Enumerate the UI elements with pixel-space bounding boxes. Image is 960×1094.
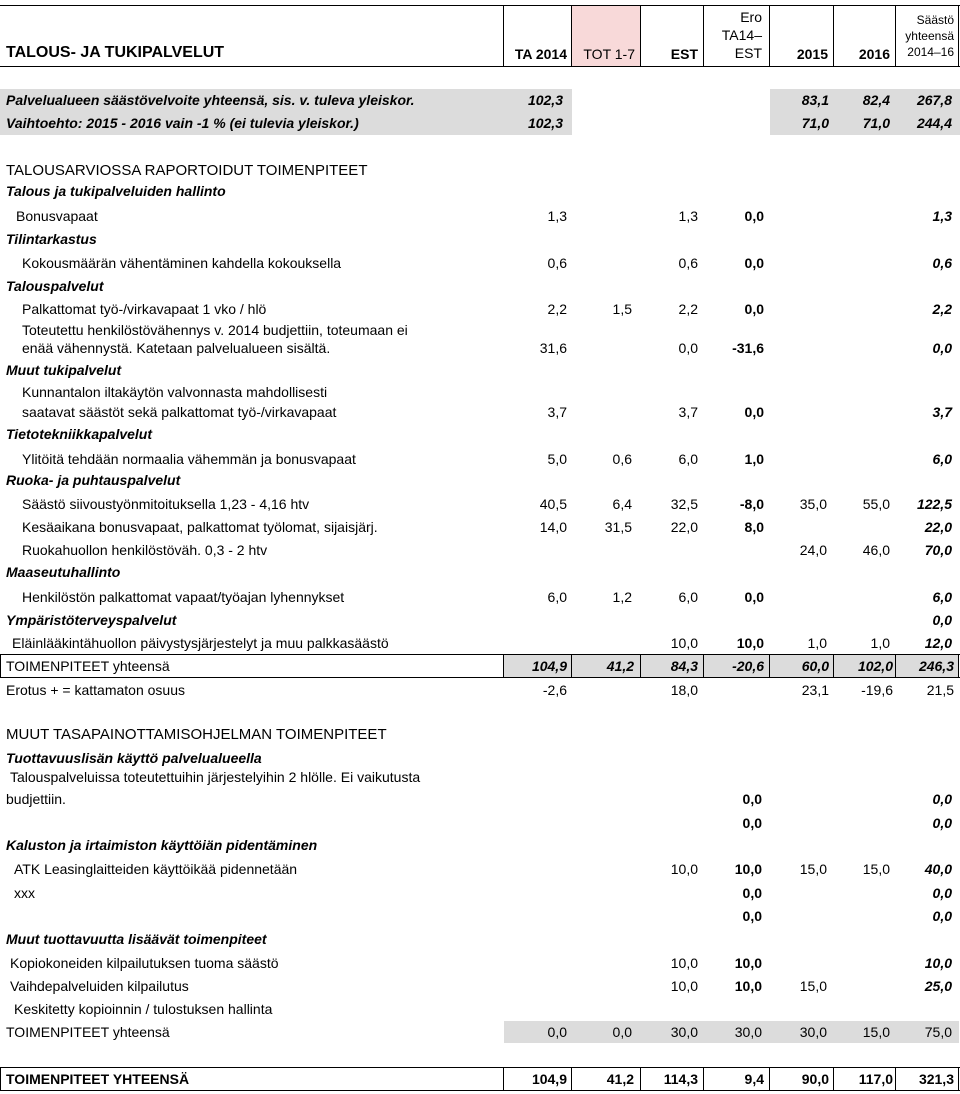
table-row: [0, 882, 960, 905]
cell-ero: 0,0: [744, 589, 764, 605]
row-label: TOIMENPITEET yhteensä: [6, 658, 170, 674]
row-label: Eläinlääkintähuollon päivystysjärjestelyt ja muu palkkasäästö: [12, 635, 389, 651]
table-row: [0, 493, 960, 516]
row-label: Keskitetty kopioinnin / tulostuksen hallinta: [14, 1001, 273, 1017]
row-label: budjettiin.: [6, 791, 66, 807]
cell-ta2014: 2,2: [547, 301, 567, 317]
row-label: Kunnantalon iltakäytön valvonnasta mahdollisesti: [22, 384, 328, 400]
col-header-ero: [704, 8, 762, 62]
row-label: Henkilöstön palkattomat vapaat/työajan lyhennykset: [22, 589, 345, 605]
table-row: [0, 89, 960, 112]
cell-ero: 10,0: [734, 955, 762, 971]
cell-2015: 23,1: [801, 682, 829, 698]
cell-saasto: 0,0: [932, 815, 952, 831]
cell-saasto: 2,2: [932, 301, 952, 317]
cell-ero: 30,0: [734, 1024, 762, 1040]
total-row: [0, 655, 960, 678]
table-row: [0, 298, 960, 321]
cell-ero: 0,0: [742, 791, 762, 807]
col-header-ero-line1: Ero: [740, 9, 762, 25]
cell-saasto: 75,0: [924, 1024, 952, 1040]
cell-2016: 71,0: [862, 115, 890, 131]
cell-ta2014: 102,3: [527, 92, 563, 108]
row-label: Erotus + = kattamaton osuus: [6, 682, 185, 698]
cell-2016: -19,6: [861, 682, 893, 698]
cell-tot: 31,5: [604, 519, 632, 535]
cell-ta2014: 31,6: [539, 340, 567, 356]
cell-est: 6,0: [678, 589, 698, 605]
cell-saasto: 0,0: [932, 340, 952, 356]
cell-saasto: 22,0: [924, 519, 952, 535]
table-row: [0, 812, 960, 835]
cell-est: 10,0: [670, 861, 698, 877]
cell-est: 32,5: [670, 496, 698, 512]
table-row: [0, 252, 960, 275]
cell-ta2014: 0,0: [547, 1024, 567, 1040]
cell-saasto: 25,0: [924, 978, 952, 994]
cell-2015: 60,0: [801, 658, 829, 674]
table-row: [0, 632, 960, 655]
cell-tot: 6,4: [612, 496, 632, 512]
table-row: [0, 998, 960, 1021]
header-bottom-border: [0, 66, 960, 67]
table-row: [0, 679, 960, 702]
row-label: Palvelualueen säästövelvoite yhteensä, sis. v. tuleva yleiskor.: [6, 92, 415, 108]
cell-ta2014: 6,0: [547, 589, 567, 605]
cell-saasto: 1,3: [932, 208, 952, 224]
cell-est: 30,0: [670, 1024, 698, 1040]
table-row: [0, 788, 960, 811]
row-label: Talouspalveluissa toteutettuihin järjestelyihin 2 hlölle. Ei vaikutusta: [10, 769, 421, 785]
cell-tot: 1,2: [612, 589, 632, 605]
group-heading: Kaluston ja irtaimiston käyttöiän pidentäminen: [6, 837, 318, 853]
cell-ta2014: 40,5: [539, 496, 567, 512]
cell-ero: 0,0: [744, 404, 764, 420]
cell-saasto: 267,8: [916, 92, 952, 108]
group-heading: Tilintarkastus: [6, 231, 97, 247]
cell-2015: 90,0: [801, 1071, 829, 1087]
cell-ta2014: 104,9: [531, 658, 567, 674]
row-label: TOIMENPITEET YHTEENSÄ: [6, 1071, 190, 1087]
col-divider: [958, 5, 959, 67]
row-label: Bonusvapaat: [16, 208, 98, 224]
group-heading: Talous ja tukipalveluiden hallinto: [6, 183, 226, 199]
row-label: Kokousmäärän vähentäminen kahdella kokouksella: [22, 255, 342, 271]
col-header-ta2014: TA 2014: [514, 46, 567, 62]
header-top-border: [0, 5, 960, 6]
cell-ta2014: -2,6: [542, 682, 567, 698]
cell-est: 3,7: [678, 404, 698, 420]
cell-2015: 15,0: [799, 861, 827, 877]
row-label: saatavat säästöt sekä palkattomat työ-/virkavapaat: [22, 404, 337, 420]
cell-saasto: 0,0: [932, 791, 952, 807]
col-header-est: EST: [670, 46, 698, 62]
row-label: Säästö siivoustyönmitoituksella 1,23 - 4,16 htv: [22, 496, 310, 512]
cell-ero: 10,0: [736, 635, 764, 651]
cell-2016: 117,0: [858, 1071, 893, 1087]
cell-est: 84,3: [670, 658, 698, 674]
cell-tot: 41,2: [606, 658, 634, 674]
cell-2015: 35,0: [799, 496, 827, 512]
cell-ta2014: 102,3: [527, 115, 563, 131]
col-header-tot: TOT 1-7: [583, 46, 635, 62]
col-header-2015: 2015: [796, 46, 828, 62]
col-header-2016: 2016: [858, 46, 890, 62]
cell-est: 6,0: [678, 451, 698, 467]
cell-saasto: 6,0: [932, 589, 952, 605]
cell-est: 10,0: [670, 978, 698, 994]
table-row: [0, 112, 960, 135]
row-label: Kesäaikana bonusvapaat, palkattomat työlomat, sijaisjärj.: [22, 519, 378, 535]
cell-ero: 0,0: [742, 885, 762, 901]
row-label: Vaihtoehto: 2015 - 2016 vain -1 % (ei tulevia yleiskor.): [6, 115, 359, 131]
table-row: [0, 975, 960, 998]
group-heading: Tietotekniikkapalvelut: [6, 426, 153, 442]
col-header-saasto-line3: 2014–16: [907, 45, 954, 59]
row-label: Ruokahuollon henkilöstöväh. 0,3 - 2 htv: [22, 542, 268, 558]
table-row: [0, 337, 960, 360]
cell-ta2014: 5,0: [547, 451, 567, 467]
cell-est: 1,3: [678, 208, 698, 224]
row-label: xxx: [14, 885, 35, 901]
row-label: Vaihdepalveluiden kilpailutus: [10, 978, 189, 994]
grand-total-row: [0, 1068, 960, 1091]
cell-ero: 10,0: [734, 978, 762, 994]
cell-ta2014: 104,9: [531, 1071, 567, 1087]
table-row: [0, 401, 960, 424]
cell-2016: 82,4: [862, 92, 890, 108]
cell-ta2014: 1,3: [547, 208, 567, 224]
table-row: [0, 516, 960, 539]
cell-ero: 0,0: [742, 908, 762, 924]
group-heading: Maaseutuhallinto: [6, 564, 121, 580]
table-row: [0, 952, 960, 975]
cell-ta2014: 0,6: [547, 255, 567, 271]
cell-ero: 8,0: [744, 519, 764, 535]
cell-2016: 46,0: [862, 542, 890, 558]
group-heading: Ympäristöterveyspalvelut: [6, 612, 177, 628]
row-label: Palkattomat työ-/virkavapaat 1 vko / hlö: [22, 301, 267, 317]
table-row: [0, 586, 960, 609]
cell-ta2014: 14,0: [539, 519, 567, 535]
row-label: ATK Leasinglaitteiden käyttöikää pidennetään: [14, 861, 298, 877]
table-row: [0, 858, 960, 881]
cell-ero: 1,0: [744, 451, 764, 467]
cell-est: 10,0: [670, 635, 698, 651]
section-title: MUUT TASAPAINOTTAMISOHJELMAN TOIMENPITEET: [6, 726, 387, 743]
cell-saasto: 40,0: [924, 861, 952, 877]
cell-tot: 0,6: [612, 451, 632, 467]
cell-ero: -20,6: [732, 658, 764, 674]
cell-tot: 0,0: [612, 1024, 632, 1040]
group-heading: Tuottavuuslisän käyttö palvelualueella: [6, 750, 262, 766]
col-header-saasto-line1: Säästö: [916, 13, 954, 27]
cell-est: 18,0: [670, 682, 698, 698]
cell-est: 0,6: [678, 255, 698, 271]
cell-est: 114,3: [663, 1071, 698, 1087]
cell-saasto: 12,0: [924, 635, 952, 651]
cell-2016: 15,0: [862, 1024, 890, 1040]
cell-saasto: 10,0: [924, 955, 952, 971]
row-label: enää vähennystä. Katetaan palvelualueen sisältä.: [22, 340, 331, 356]
cell-ero: 0,0: [742, 815, 762, 831]
cell-2015: 71,0: [801, 115, 829, 131]
cell-2016: 102,0: [857, 658, 893, 674]
cell-saasto: 0,6: [932, 255, 952, 271]
cell-ero: 9,4: [744, 1071, 764, 1087]
table-row: [0, 205, 960, 228]
col-header-ero-line2: TA14–: [721, 27, 762, 43]
cell-2015: 83,1: [801, 92, 829, 108]
total-row: [0, 1021, 960, 1044]
cell-saasto: 246,3: [918, 658, 954, 674]
group-heading: Muut tukipalvelut: [6, 362, 122, 378]
cell-ero: -31,6: [732, 340, 764, 356]
section-title: TALOUSARVIOSSA RAPORTOIDUT TOIMENPITEET: [6, 162, 368, 179]
table-row: [0, 609, 960, 632]
group-heading: Talouspalvelut: [6, 278, 104, 294]
col-header-saasto-line2: yhteensä: [905, 29, 954, 43]
cell-ero: 0,0: [744, 255, 764, 271]
cell-saasto: 21,5: [926, 682, 954, 698]
col-header-saasto: [896, 12, 954, 60]
cell-saasto: 321,3: [918, 1071, 954, 1087]
page-title: TALOUS- JA TUKIPALVELUT: [6, 44, 225, 61]
group-heading: Muut tuottavuutta lisäävät toimenpiteet: [6, 931, 267, 947]
cell-2016: 1,0: [870, 635, 890, 651]
cell-tot: 1,5: [612, 301, 632, 317]
table-row: [0, 905, 960, 928]
cell-saasto: 3,7: [932, 404, 952, 420]
cell-saasto: 70,0: [924, 542, 952, 558]
cell-ero: 0,0: [744, 301, 764, 317]
cell-saasto: 0,0: [932, 885, 952, 901]
row-label: Kopiokoneiden kilpailutuksen tuoma säästö: [10, 955, 279, 971]
cell-2016: 15,0: [862, 861, 890, 877]
cell-tot: 41,2: [606, 1071, 634, 1087]
cell-est: 10,0: [670, 955, 698, 971]
cell-saasto: 6,0: [932, 451, 952, 467]
cell-ero: 0,0: [744, 208, 764, 224]
cell-ero: -8,0: [739, 496, 764, 512]
cell-2016: 55,0: [862, 496, 890, 512]
cell-2015: 1,0: [807, 635, 827, 651]
cell-2015: 30,0: [799, 1024, 827, 1040]
table-row: [0, 448, 960, 471]
cell-saasto: 0,0: [932, 908, 952, 924]
cell-est: 2,2: [678, 301, 698, 317]
row-label: TOIMENPITEET yhteensä: [6, 1024, 170, 1040]
cell-est: 0,0: [678, 340, 698, 356]
cell-2015: 24,0: [799, 542, 827, 558]
cell-saasto: 122,5: [916, 496, 952, 512]
cell-saasto: 0,0: [932, 612, 952, 628]
cell-saasto: 244,4: [916, 115, 952, 131]
table-row: [0, 539, 960, 562]
cell-ero: 10,0: [734, 861, 762, 877]
cell-2015: 15,0: [799, 978, 827, 994]
cell-ta2014: 3,7: [547, 404, 567, 420]
group-heading: Ruoka- ja puhtauspalvelut: [6, 472, 181, 488]
row-label: Ylitöitä tehdään normaalia vähemmän ja bonusvapaat: [22, 451, 356, 467]
col-header-ero-line3: EST: [734, 45, 762, 61]
row-label: Toteutettu henkilöstövähennys v. 2014 budjettiin, toteumaan ei: [22, 322, 408, 338]
cell-est: 22,0: [670, 519, 698, 535]
